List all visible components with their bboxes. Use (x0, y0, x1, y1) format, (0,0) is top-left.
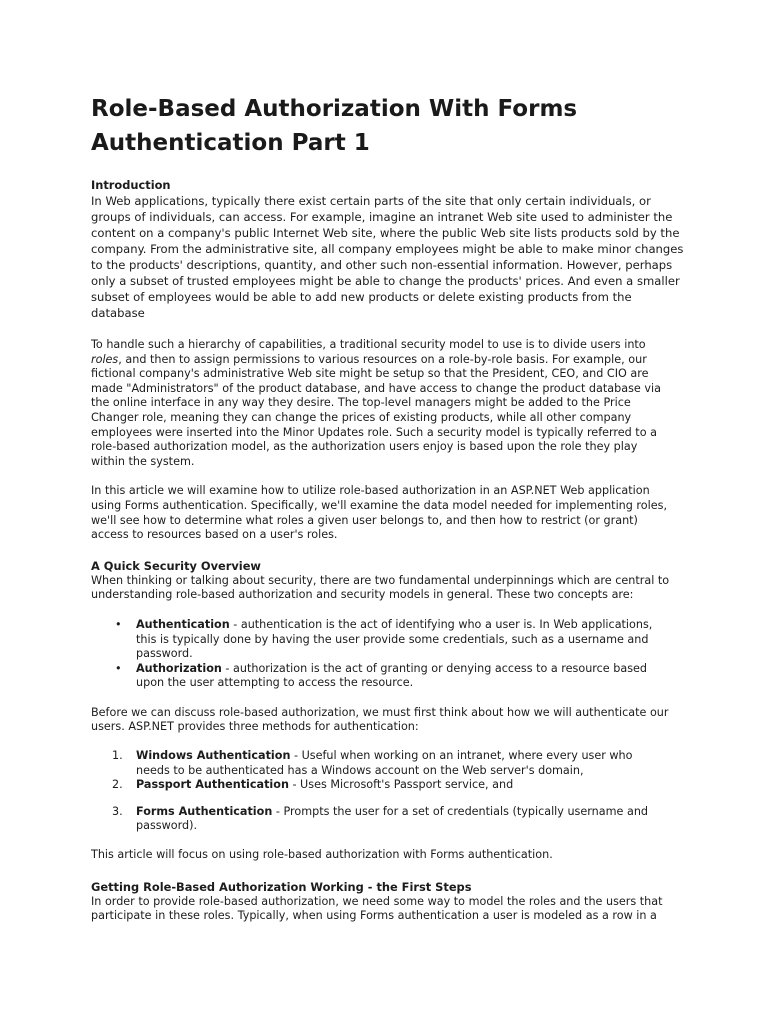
list-item-text: password. (136, 647, 193, 661)
list-number: 3. (112, 804, 123, 818)
intro-line: company. From the administrative site, all company employees might be able to make minor changes (91, 242, 684, 256)
intro-line: only a subset of trusted employees might be able to change the products' prices. And even a smaller (91, 274, 680, 288)
term-passport-authentication: Passport Authentication (136, 778, 289, 792)
list-item-passport-authentication (112, 778, 688, 793)
paragraph-line: In this article we will examine how to utilize role-based authorization in an ASP.NET Web application (91, 484, 650, 498)
intro-line: In Web applications, typically there exist certain parts of the site that only certain individuals, or (91, 194, 651, 208)
paragraph-line: To handle such a hierarchy of capabilities, a traditional security model to use is to divide users into (91, 338, 646, 351)
title-line-1: Role-Based Authorization With Forms (91, 96, 578, 122)
list-item-authentication (115, 617, 688, 662)
list-item-text: needs to be authenticated has a Windows account on the Web server's domain, (136, 763, 584, 777)
list-item-text: this is typically done by having the user provide some credentials, such as a username and (136, 632, 649, 646)
list-item-authorization (115, 661, 688, 691)
first-steps-paragraph (91, 895, 688, 924)
paragraph-line: Before we can discuss role-based authorization, we must first think about how we will authenticate our (91, 705, 669, 719)
paragraph-line: the online interface in any way they desire. The top-level managers might be added to the Price (91, 396, 631, 410)
authentication-methods-intro (91, 706, 688, 735)
paragraph-line: users. ASP.NET provides three methods for authentication: (91, 720, 419, 734)
list-item-text: - Prompts the user for a set of credentials (typically username and (272, 804, 649, 818)
roles-paragraph (91, 338, 688, 469)
paragraph-line: within the system. (91, 454, 195, 468)
intro-line: to the products' descriptions, quantity, and other such non-essential information. However, perhaps (91, 258, 673, 272)
list-item-text: upon the user attempting to access the resource. (136, 676, 414, 690)
list-item-text: - authorization is the act of granting or denying access to a resource based (221, 661, 648, 675)
list-item-text: - Useful when working on an intranet, where every user who (290, 749, 633, 763)
paragraph-line: made "Administrators" of the product database, and have access to change the product database via (91, 381, 661, 395)
paragraph-line: we'll see how to determine what roles a given user belongs to, and then how to restrict (or grant) (91, 513, 638, 527)
intro-line: subset of employees would be able to add new products or delete existing products from the database (91, 290, 632, 320)
first-steps-heading: Getting Role-Based Authorization Working - the First Steps (91, 879, 472, 894)
list-item-text: - Uses Microsoft's Passport service, and (288, 778, 514, 792)
paragraph-line: understanding role-based authorization and security models in general. These two concepts are: (91, 588, 634, 602)
list-item-text: - authentication is the act of identifying who a user is. In Web applications, (229, 617, 653, 631)
list-number: 1. (112, 749, 123, 763)
paragraph-line: using Forms authentication. Specifically, we'll examine the data model needed for implementing roles, (91, 498, 667, 512)
intro-line: content on a company's public Internet Web site, where the public Web site lists products sold by the (91, 226, 680, 240)
bullet-icon: • (115, 661, 122, 675)
paragraph-line: access to resources based on a user's roles. (91, 528, 338, 542)
forms-focus-paragraph: This article will focus on using role-based authorization with Forms authentication. (91, 848, 553, 862)
paragraph-line: employees were inserted into the Minor Updates role. Such a security model is typically referred to a (91, 425, 657, 439)
list-item-windows-authentication (112, 749, 688, 778)
bullet-icon: • (115, 617, 122, 631)
intro-line: groups of individuals, can access. For example, imagine an intranet Web site used to administer the (91, 210, 673, 224)
term-forms-authentication: Forms Authentication (136, 804, 273, 818)
paragraph-line: Changer role, meaning they can change the prices of existing products, while all other company (91, 410, 632, 424)
paragraph-line: participate in these roles. Typically, when using Forms authentication a user is modeled as a row in a (91, 909, 657, 923)
paragraph-line: When thinking or talking about security, there are two fundamental underpinnings which are central to (91, 573, 670, 587)
term-windows-authentication: Windows Authentication (136, 749, 291, 763)
roles-emphasis: roles (91, 352, 119, 366)
title-line-2: Authentication Part 1 (91, 130, 370, 156)
term-authentication: Authentication (136, 617, 230, 631)
security-overview-paragraph (91, 574, 688, 603)
authentication-methods-list (91, 749, 688, 834)
paragraph-line: In order to provide role-based authorization, we need some way to model the roles and the users that (91, 894, 663, 908)
introduction-heading: Introduction (91, 178, 171, 192)
list-item-text: password). (136, 819, 198, 833)
paragraph-line: , and then to assign permissions to various resources on a role-by-role basis. For example, our (118, 352, 647, 366)
article-scope-paragraph (91, 484, 688, 542)
paragraph-line: fictional company's administrative Web site might be setup so that the President, CEO, and CIO are (91, 367, 649, 381)
paragraph-line: role-based authorization model, as the authorization users enjoy is based upon the role they play (91, 440, 638, 454)
page-title (91, 92, 688, 160)
list-item-forms-authentication (112, 804, 688, 834)
term-authorization: Authorization (136, 661, 222, 675)
concepts-list (91, 618, 688, 691)
list-number: 2. (112, 778, 123, 792)
introduction-paragraph (91, 193, 688, 321)
security-overview-heading: A Quick Security Overview (91, 558, 261, 573)
